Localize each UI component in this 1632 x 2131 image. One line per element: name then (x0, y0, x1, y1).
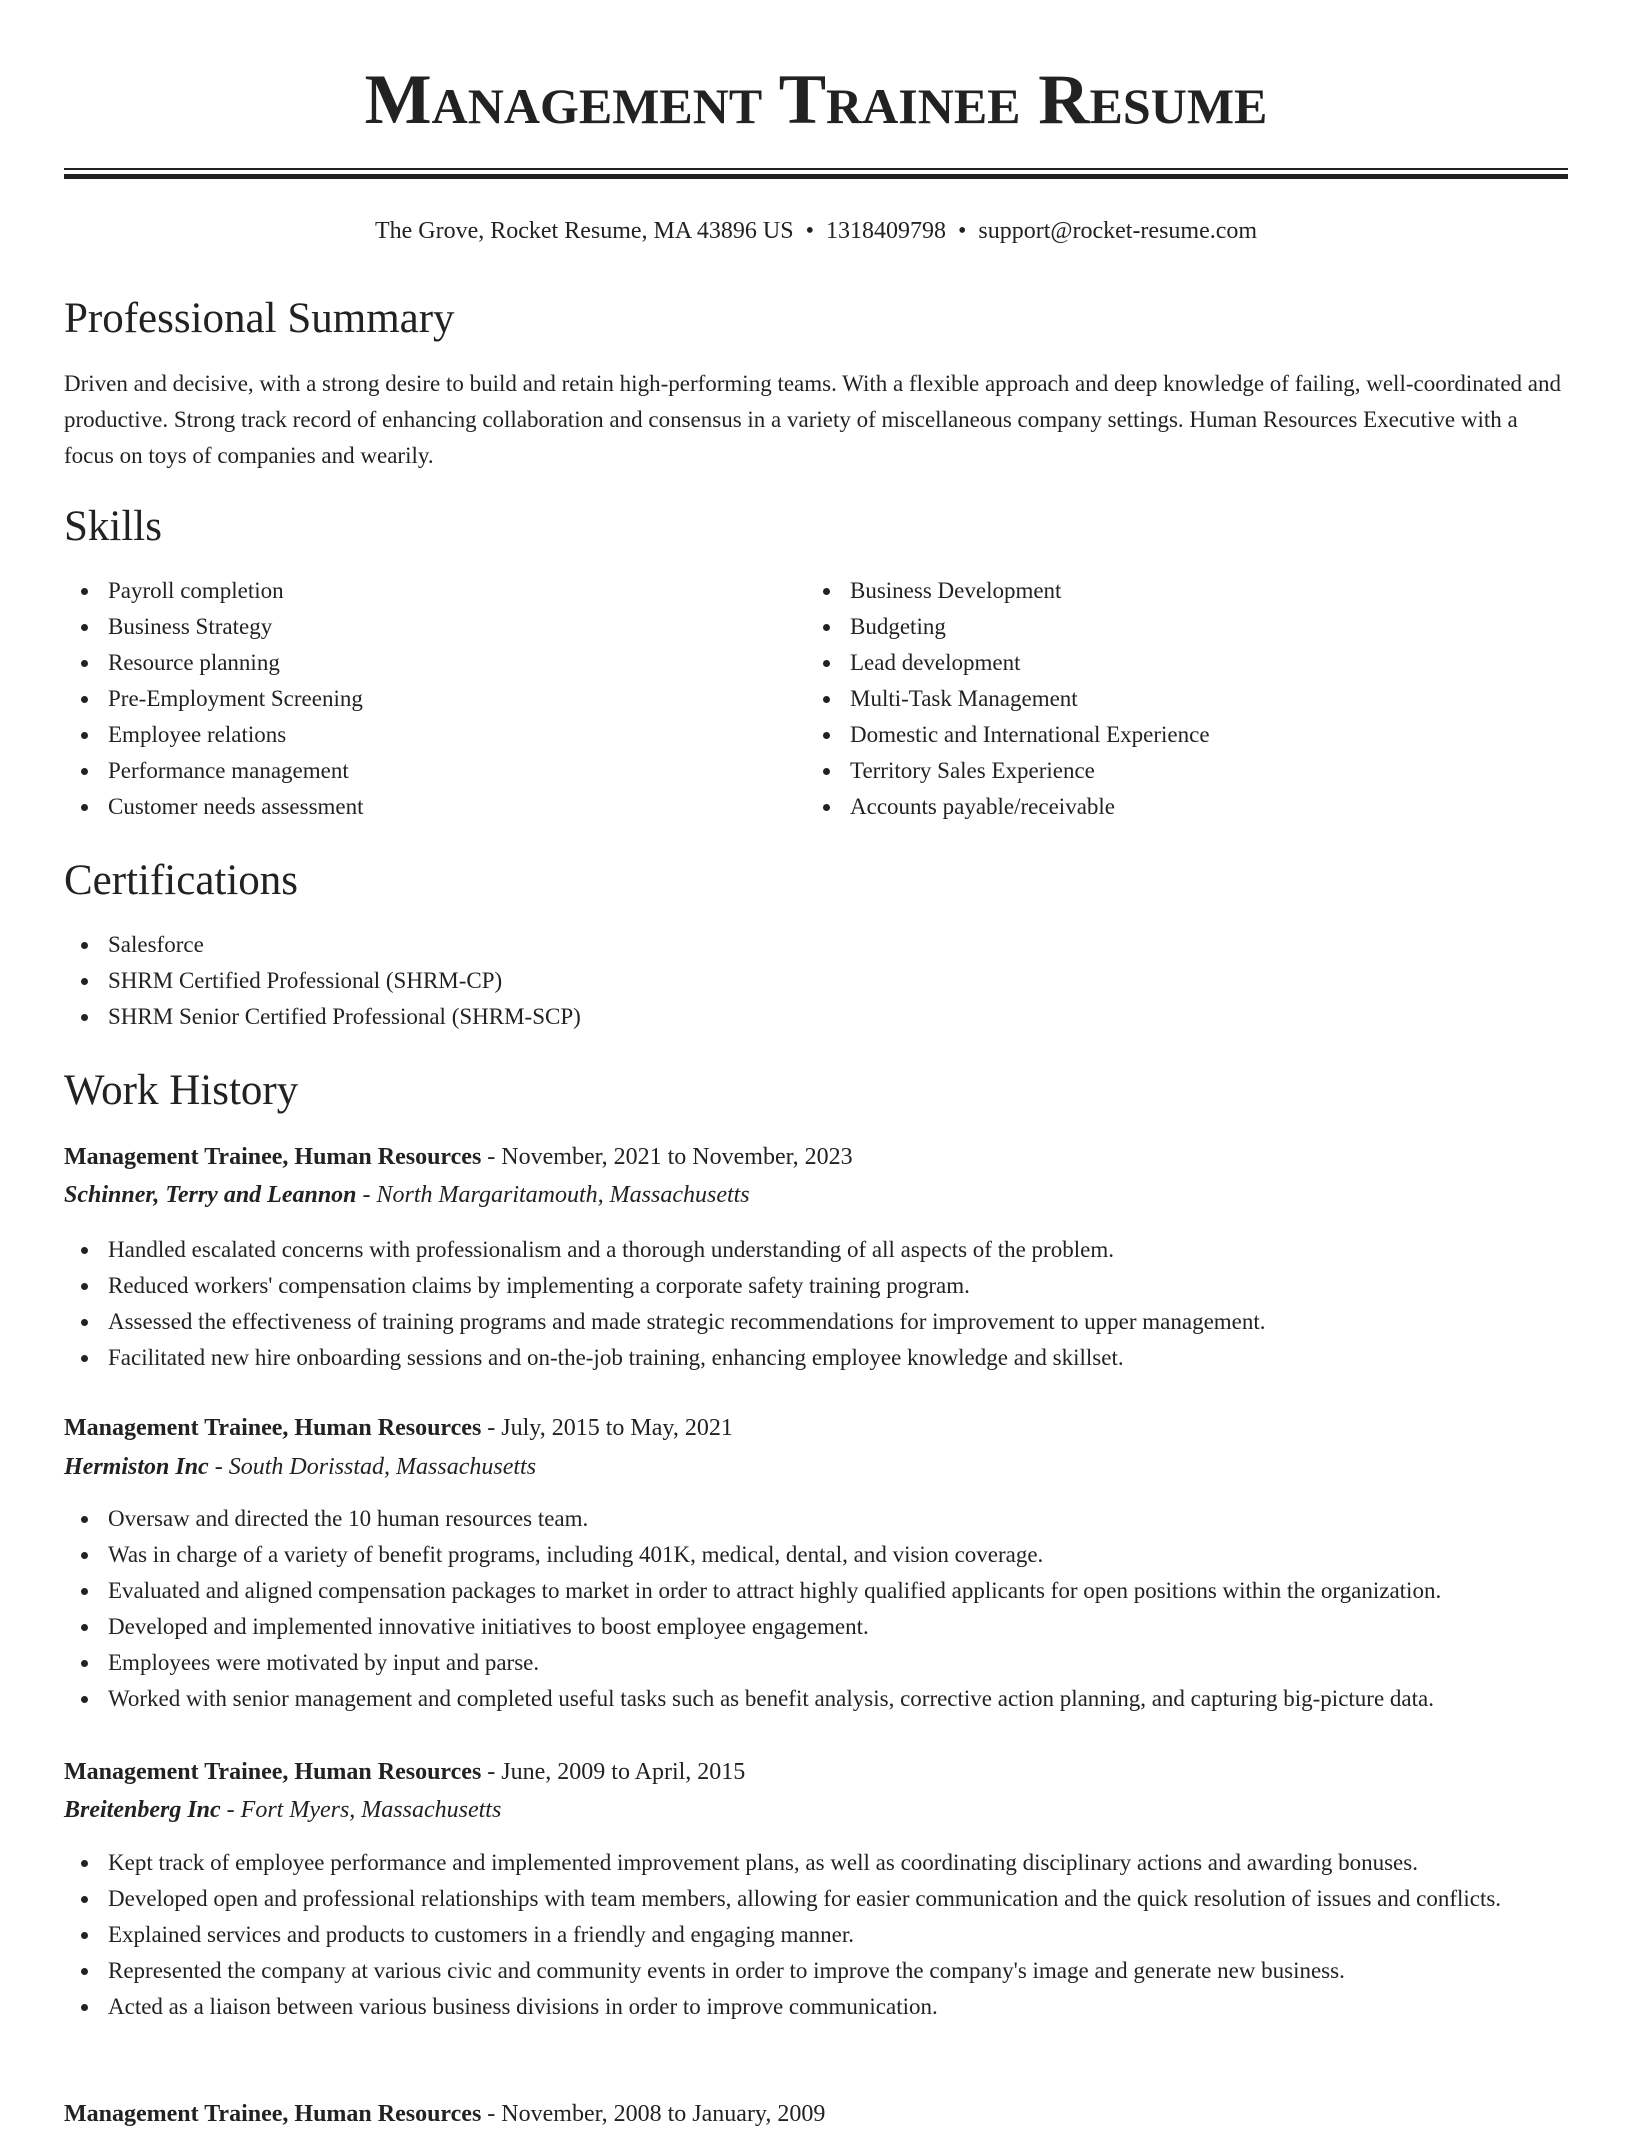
job-title-line (64, 1755, 1568, 1789)
job-company-line (64, 1178, 1568, 1212)
list-item: Salesforce (64, 927, 1568, 963)
list-item: Developed and implemented innovative initiatives to boost employee engagement. (64, 1609, 1594, 1645)
list-item: Payroll completion (64, 573, 764, 609)
job-location: - Fort Myers, Massachusetts (220, 1797, 502, 1823)
list-item: Oversaw and directed the 10 human resources team. (64, 1501, 1594, 1537)
separator-dot: • (957, 218, 967, 244)
list-item: Represented the company at various civic and community events in order to improve the company's image and generate new business. (64, 1953, 1568, 1989)
list-item: Business Development (806, 573, 1566, 609)
list-item: Handled escalated concerns with professionalism and a thorough understanding of all aspects of the problem. (64, 1232, 1568, 1268)
list-item: Developed open and professional relationships with team members, allowing for easier communication and the quick resolution of issues and conflicts. (64, 1881, 1568, 1917)
section-heading-skills: Skills (64, 503, 162, 550)
contact-email[interactable]: support@rocket-resume.com (978, 218, 1258, 244)
list-item: Resource planning (64, 645, 764, 681)
job-dates: - July, 2015 to May, 2021 (481, 1415, 733, 1441)
list-item: Evaluated and aligned compensation packages to market in order to attract highly qualified applicants for open positions within the organization. (64, 1573, 1594, 1609)
certifications-list (64, 927, 1568, 1035)
job-company-line (64, 1793, 1568, 1827)
list-item: Was in charge of a variety of benefit programs, including 401K, medical, dental, and vision coverage. (64, 1537, 1594, 1573)
list-item: Facilitated new hire onboarding sessions and on-the-job training, enhancing employee knowledge and skillset. (64, 1340, 1568, 1376)
list-item: Performance management (64, 753, 764, 789)
job-duties-list (64, 1232, 1568, 1376)
list-item: Accounts payable/receivable (806, 789, 1566, 825)
section-heading-work-history: Work History (64, 1067, 299, 1114)
job-title: Management Trainee, Human Resources (64, 1144, 482, 1170)
job-title: Management Trainee, Human Resources (64, 1759, 482, 1785)
job-title-line (64, 1140, 1568, 1174)
skills-list-left (64, 573, 764, 825)
list-item: Explained services and products to customers in a friendly and engaging manner. (64, 1917, 1568, 1953)
summary-text: Driven and decisive, with a strong desire to build and retain high-performing teams. With a flexible approach and deep knowledge of failing, well-coordinated and productive. Strong track record of enhancing collaboration and consensus in a variety of miscellaneous company settings. Human Resources Executive with a focus on toys of companies and wearily. (64, 371, 1562, 468)
section-heading-summary: Professional Summary (64, 295, 455, 342)
separator-dot: • (805, 218, 814, 244)
contact-line (64, 214, 1568, 248)
job-company: Hermiston Inc (64, 1454, 209, 1480)
list-item: Multi-Task Management (806, 681, 1566, 717)
job-duties-list (64, 1845, 1568, 2025)
list-item: Customer needs assessment (64, 789, 764, 825)
list-item: Reduced workers' compensation claims by implementing a corporate safety training program. (64, 1268, 1568, 1304)
title-divider-thick (64, 174, 1568, 179)
job-company: Breitenberg Inc (64, 1797, 221, 1823)
list-item: Budgeting (806, 609, 1566, 645)
list-item: Territory Sales Experience (806, 753, 1566, 789)
contact-address: The Grove, Rocket Resume, MA 43896 US (374, 218, 794, 244)
job-duties-list (64, 1501, 1594, 1717)
list-item: Lead development (806, 645, 1566, 681)
list-item: Employees were motivated by input and parse. (64, 1645, 1594, 1681)
job-title: Management Trainee, Human Resources (64, 1415, 482, 1441)
list-item: Acted as a liaison between various business divisions in order to improve communication. (64, 1989, 1568, 2025)
job-company-line (64, 1450, 1568, 1484)
list-item: Domestic and International Experience (806, 717, 1566, 753)
skills-list-right (806, 573, 1566, 825)
list-item: Pre-Employment Screening (64, 681, 764, 717)
job-title-line (64, 2097, 1568, 2131)
job-location: - South Dorisstad, Massachusetts (208, 1454, 537, 1480)
section-heading-certifications: Certifications (64, 857, 299, 904)
list-item: SHRM Senior Certified Professional (SHRM-SCP) (64, 999, 1568, 1035)
list-item: Employee relations (64, 717, 764, 753)
job-title: Management Trainee, Human Resources (64, 2101, 482, 2127)
list-item: Business Strategy (64, 609, 764, 645)
job-company: Schinner, Terry and Leannon (64, 1182, 357, 1208)
resume-title: Management Trainee Resume (364, 61, 1268, 139)
contact-phone: 1318409798 (825, 218, 946, 244)
job-location: - North Margaritamouth, Massachusetts (356, 1182, 750, 1208)
title-divider-thin (64, 168, 1568, 170)
list-item: SHRM Certified Professional (SHRM-CP) (64, 963, 1568, 999)
list-item: Kept track of employee performance and implemented improvement plans, as well as coordinating disciplinary actions and awarding bonuses. (64, 1845, 1568, 1881)
job-dates: - November, 2021 to November, 2023 (481, 1144, 853, 1170)
job-dates: - November, 2008 to January, 2009 (481, 2101, 826, 2127)
list-item: Worked with senior management and completed useful tasks such as benefit analysis, corrective action planning, and capturing big-picture data. (64, 1681, 1594, 1717)
list-item: Assessed the effectiveness of training programs and made strategic recommendations for improvement to upper management. (64, 1304, 1568, 1340)
job-title-line (64, 1411, 1568, 1445)
job-dates: - June, 2009 to April, 2015 (481, 1759, 746, 1785)
